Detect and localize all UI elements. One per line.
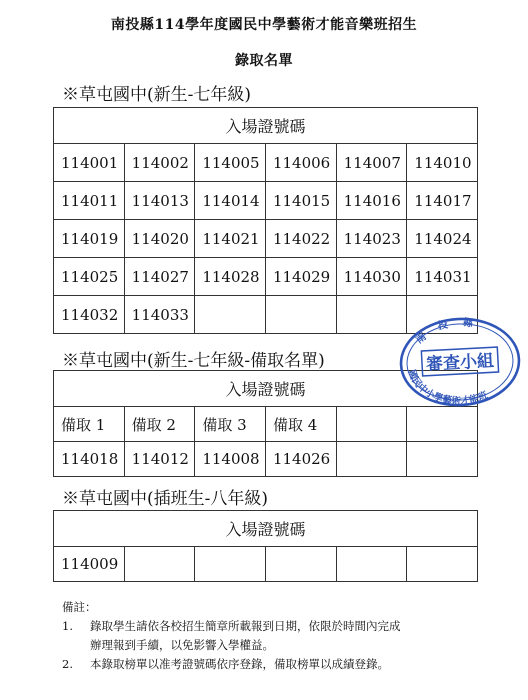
table-cell [407,407,478,442]
table-cell [195,547,266,582]
note-item [62,617,401,655]
admission-table-new-students [53,107,478,334]
table-cell: 114019 [54,220,125,258]
table-row [54,258,478,296]
table-header: 入場證號碼 [54,108,478,144]
table-cell: 備取 1 [54,407,125,442]
table-cell [336,547,407,582]
table-cell: 114025 [54,258,125,296]
table-cell: 114022 [265,220,336,258]
section-heading-waitlist: ※草屯國中(新生-七年級-備取名單) [62,351,325,371]
table-cell [265,296,336,334]
table-row [54,144,478,182]
table-cell [407,547,478,582]
note-line: 錄取學生請依各校招生簡章所載報到日期，依限於時間內完成 [90,619,401,633]
table-row [54,220,478,258]
table-row [54,182,478,220]
table-cell: 114017 [407,182,478,220]
table-cell: 114018 [54,442,125,477]
table-cell: 114016 [336,182,407,220]
page-title: 南投縣114學年度國民中學藝術才能音樂班招生 [110,17,418,33]
table-cell: 114012 [124,442,195,477]
table-cell: 114031 [407,258,478,296]
table-cell: 114010 [407,144,478,182]
table-row [54,407,478,442]
seal-center-text: 審查小組 [425,351,495,375]
seal-bottom-text: 國民中小學藝術才能班 [405,368,490,408]
table-cell: 114009 [54,547,125,582]
table-cell: 114028 [195,258,266,296]
table-row [54,442,478,477]
notes-label: 備註： [62,600,97,614]
table-cell: 114015 [265,182,336,220]
page-subtitle: 錄取名單 [235,53,293,69]
table-cell [407,442,478,477]
table-cell: 114002 [124,144,195,182]
table-header: 入場證號碼 [54,371,478,407]
table-cell [336,407,407,442]
review-committee-seal [396,313,525,411]
note-line: 辦理報到手續，以免影響入學權益。 [90,638,274,652]
table-cell: 備取 3 [195,407,266,442]
table-cell [265,547,336,582]
table-cell: 114001 [54,144,125,182]
note-number: 2. [62,657,73,671]
table-cell: 114008 [195,442,266,477]
table-cell: 備取 4 [265,407,336,442]
section-heading-new-students: ※草屯國中(新生-七年級) [62,85,252,105]
table-cell: 114006 [265,144,336,182]
admission-table-transfer-students [53,510,478,582]
table-cell: 114029 [265,258,336,296]
note-line: 本錄取榜單以准考證號碼依序登錄，備取榜單以成績登錄。 [90,657,389,671]
table-cell: 114005 [195,144,266,182]
table-cell: 114026 [265,442,336,477]
note-number: 1. [62,619,73,633]
table-cell: 114024 [407,220,478,258]
table-cell: 114011 [54,182,125,220]
table-cell [195,296,266,334]
table-cell: 114033 [124,296,195,334]
table-cell [336,442,407,477]
table-cell: 114020 [124,220,195,258]
table-cell: 114013 [124,182,195,220]
note-item [62,655,401,674]
section-heading-transfer-students: ※草屯國中(插班生-八年級) [62,489,269,509]
seal-top-text: 南投縣 [414,316,488,347]
table-cell: 114021 [195,220,266,258]
table-row [54,547,478,582]
table-cell: 114027 [124,258,195,296]
table-cell [124,547,195,582]
table-cell: 114014 [195,182,266,220]
table-header: 入場證號碼 [54,511,478,547]
table-cell: 114007 [336,144,407,182]
table-cell: 114023 [336,220,407,258]
table-cell: 114030 [336,258,407,296]
table-cell: 114032 [54,296,125,334]
notes-section [62,598,401,674]
table-cell: 備取 2 [124,407,195,442]
